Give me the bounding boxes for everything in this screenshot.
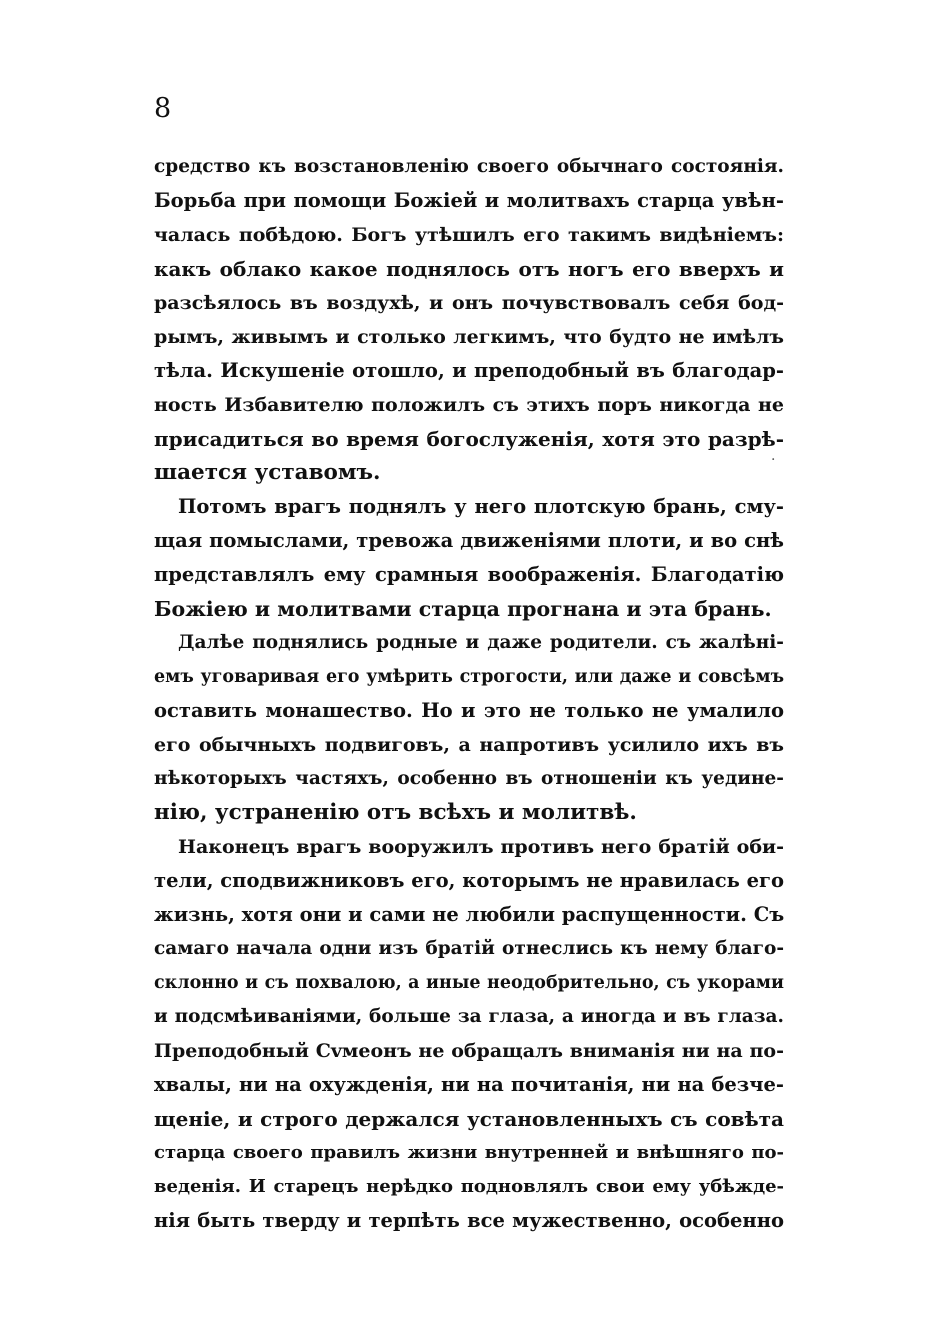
text-line: старца своего правилъ жизни внутренней и внѣшняго по- bbox=[154, 1142, 784, 1163]
text-line: разсѣялось въ воздухѣ, и онъ почувствовалъ себя бод- bbox=[154, 292, 784, 314]
scan-speck: · bbox=[771, 452, 776, 468]
text-line: Борьба при помощи Божіей и молитвахъ старца увѣн- bbox=[154, 189, 784, 212]
text-line: рымъ, живымъ и столько легкимъ, что будто не имѣлъ bbox=[154, 326, 784, 348]
text-line: средство къ возстановленію своего обычнаго состоянія. bbox=[154, 156, 784, 177]
text-line: ность Избавителю положилъ съ этихъ поръ никогда не bbox=[154, 394, 784, 416]
text-line: самаго начала одни изъ братій отнеслись къ нему благо- bbox=[154, 938, 784, 959]
text-line: веденія. И старецъ нерѣдко подновлялъ свои ему убѣжде- bbox=[154, 1176, 784, 1197]
text-line: Потомъ врагъ поднялъ у него плотскую брань, сму- bbox=[178, 495, 784, 518]
text-line: представлялъ ему срамныя воображенія. Благодатію bbox=[154, 563, 784, 586]
text-line: какъ облако какое поднялось отъ ногъ его вверхъ и bbox=[154, 257, 784, 281]
text-line: щая помыслами, тревожа движеніями плоти, и во снѣ bbox=[154, 529, 784, 552]
text-line: Далѣе поднялись родные и даже родители. съ жалѣні- bbox=[178, 632, 784, 653]
text-line: емъ уговаривая его умѣрить строгости, или даже и совсѣмъ bbox=[154, 667, 784, 687]
text-line: его обычныхъ подвиговъ, а напротивъ усилило ихъ въ bbox=[154, 734, 784, 756]
text-line: присадиться во время богослуженія, хотя это разрѣ- bbox=[154, 427, 784, 451]
page-number: 8 bbox=[154, 93, 172, 124]
text-line: Преподобный Сvмеонъ не обращалъ вниманія ни на по- bbox=[154, 1040, 784, 1062]
text-line: тѣла. Искушеніе отошло, и преподобный въ благодар- bbox=[154, 359, 784, 382]
text-line: нѣкоторыхъ частяхъ, особенно въ отношеніи къ уедине- bbox=[154, 768, 784, 789]
text-line: нія быть тверду и терпѣть все мужественно, особенно bbox=[154, 1209, 784, 1232]
text-line: щеніе, и строго держался установленныхъ съ совѣта bbox=[154, 1107, 784, 1131]
text-line: Божіею и молитвами старца прогнана и эта брань. bbox=[154, 597, 772, 621]
text-line: нію, устраненію отъ всѣхъ и молитвѣ. bbox=[154, 800, 637, 825]
text-line: оставить монашество. Но и это не только не умалило bbox=[154, 699, 784, 722]
text-line: Наконецъ врагъ вооружилъ противъ него братій оби- bbox=[178, 836, 784, 858]
text-line: чалась побѣдою. Богъ утѣшилъ его такимъ видѣніемъ: bbox=[154, 224, 784, 246]
text-line: тели, сподвижниковъ его, которымъ не нравилась его bbox=[154, 869, 784, 892]
text-line: жизнь, хотя они и сами не любили распущенности. Съ bbox=[154, 903, 785, 926]
text-line: хвалы, ни на охужденія, ни на почитанія, ни на безче- bbox=[154, 1073, 784, 1096]
text-line: и подсмѣиваніями, больше за глаза, а иногда и въ глаза. bbox=[154, 1006, 784, 1027]
text-line: шается уставомъ. bbox=[154, 460, 381, 485]
text-line: склонно и съ похвалою, а иные неодобрительно, съ укорами bbox=[154, 973, 784, 993]
